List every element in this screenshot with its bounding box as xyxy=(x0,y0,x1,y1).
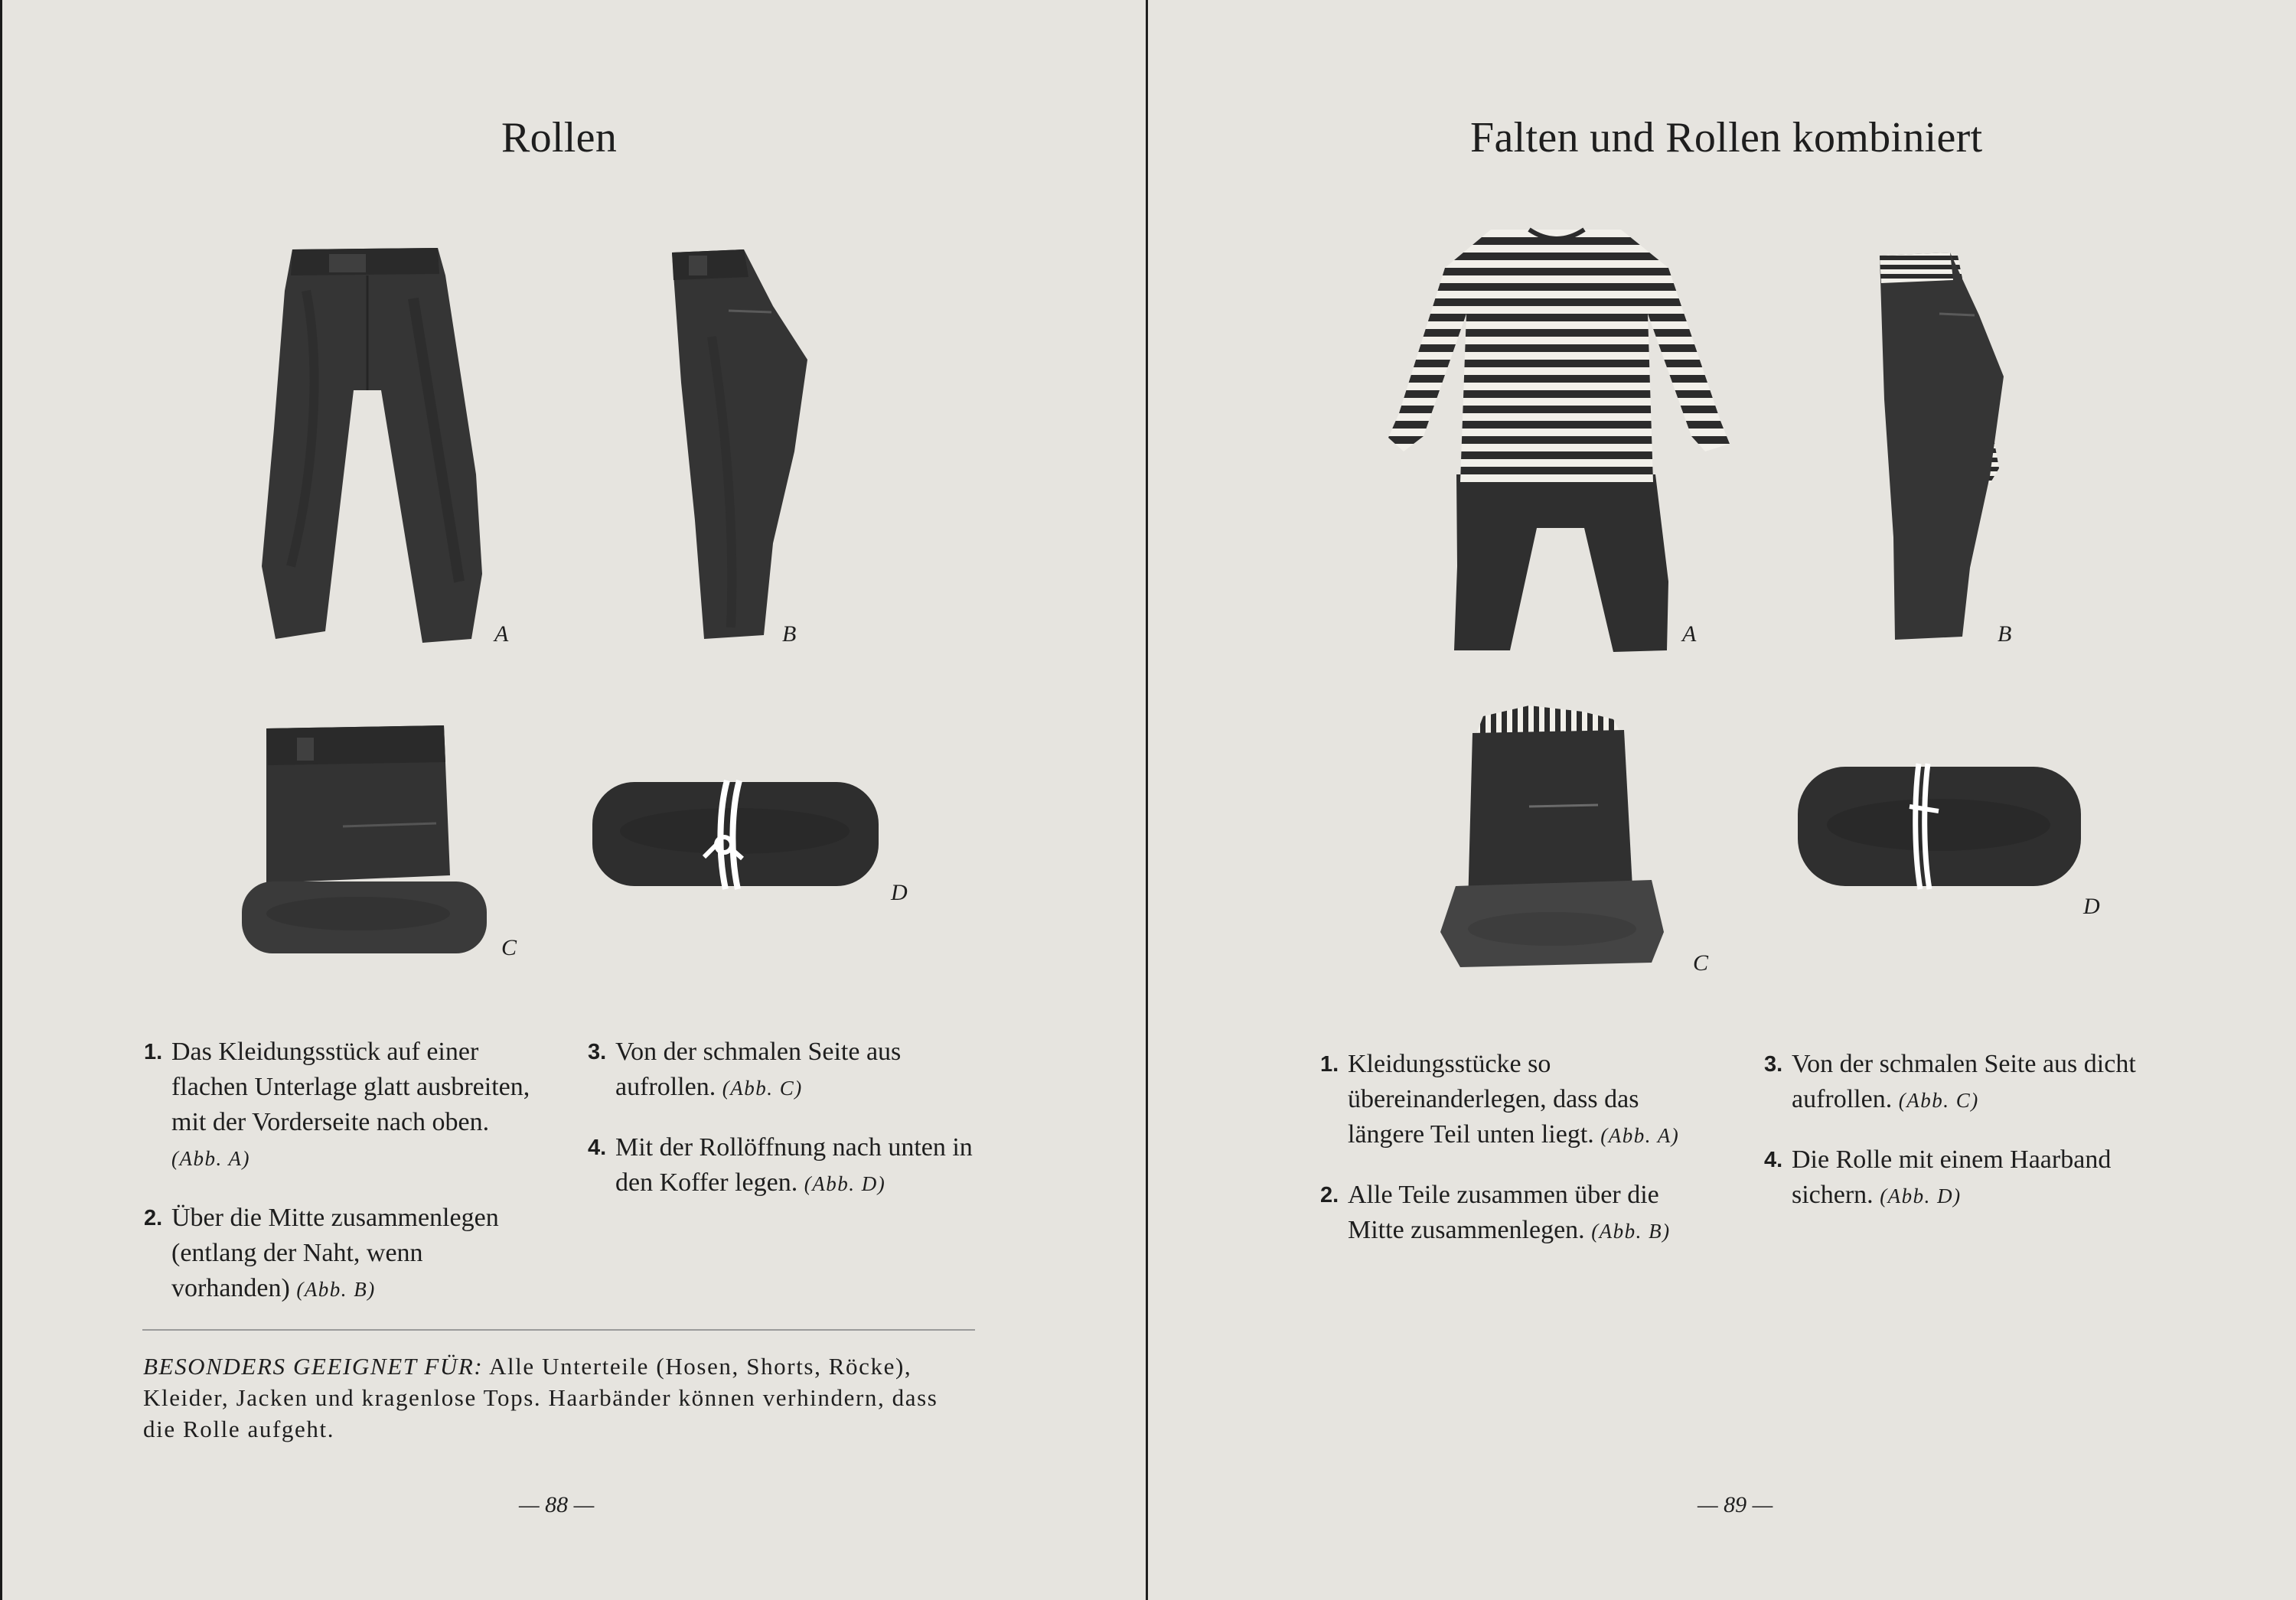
step-number: 3. xyxy=(588,1040,607,1064)
page-number: — 88 — xyxy=(519,1492,595,1517)
figure-label-d: D xyxy=(891,880,908,905)
steps-column-1 xyxy=(144,1035,542,1331)
steps-column-2 xyxy=(588,1035,986,1226)
step-item xyxy=(1320,1178,1718,1249)
step-item xyxy=(588,1130,986,1201)
step-number: 1. xyxy=(1320,1052,1339,1077)
left-page xyxy=(0,0,1146,1600)
figure-reference: (Abb. B) xyxy=(296,1278,376,1301)
step-item xyxy=(144,1035,542,1176)
step-item xyxy=(1320,1047,1718,1153)
figure-reference: (Abb. C) xyxy=(722,1077,803,1100)
figure-label-c: C xyxy=(501,935,517,960)
figure-label-c: C xyxy=(1693,950,1709,976)
note-text: Alle Unterteile (Hosen, Shorts, Röcke), Kleider, Jacken und kragenlose Tops. Haarbänder können verhindern, dass die Rolle aufgeht. xyxy=(143,1353,938,1442)
step-text: Das Kleidungsstück auf einer flachen Unterlage glatt ausbreiten, mit der Vorderseite nach oben. xyxy=(171,1038,530,1136)
step-number: 1. xyxy=(144,1040,163,1064)
figure-reference: (Abb. B) xyxy=(1591,1220,1671,1243)
combo-folded-illustration xyxy=(1867,246,2020,644)
figure-label-a: A xyxy=(494,621,509,647)
steps-column-1 xyxy=(1320,1047,1718,1273)
divider-rule xyxy=(142,1329,975,1331)
combo-rolling-illustration xyxy=(1437,702,1682,972)
figure-reference: (Abb. A) xyxy=(171,1147,250,1170)
page-title: Falten und Rollen kombiniert xyxy=(1470,114,1983,161)
suitability-note xyxy=(143,1351,977,1445)
step-number: 4. xyxy=(1764,1148,1783,1172)
figure-reference: (Abb. A) xyxy=(1600,1124,1680,1147)
step-number: 4. xyxy=(588,1136,607,1160)
step-number: 2. xyxy=(1320,1183,1339,1207)
figure-label-b: B xyxy=(782,621,797,647)
step-item xyxy=(1764,1142,2177,1214)
figure-label-b: B xyxy=(1998,621,2012,647)
figure-label-d: D xyxy=(2083,894,2100,919)
right-page xyxy=(1148,0,2296,1600)
steps-column-2 xyxy=(1764,1047,2177,1238)
trousers-flat-illustration xyxy=(230,245,490,650)
shirt-on-trousers-illustration xyxy=(1384,222,1737,658)
step-item xyxy=(588,1035,986,1106)
note-label: BESONDERS GEEIGNET FÜR: xyxy=(143,1353,484,1380)
page-number: — 89 — xyxy=(1698,1492,1773,1517)
step-text: Alle Teile zusammen über die Mitte zusammenlegen. xyxy=(1348,1181,1659,1244)
step-number: 3. xyxy=(1764,1052,1783,1077)
figure-reference: (Abb. D) xyxy=(1880,1185,1962,1207)
step-text: Von der schmalen Seite aus dicht aufrollen. xyxy=(1792,1050,2136,1113)
page-title: Rollen xyxy=(501,114,618,161)
step-item xyxy=(144,1201,542,1307)
step-number: 2. xyxy=(144,1206,163,1230)
step-text: Von der schmalen Seite aus aufrollen. xyxy=(615,1038,902,1101)
step-text: Kleidungsstücke so übereinanderlegen, dass das längere Teil unten liegt. xyxy=(1348,1050,1639,1149)
tied-roll-illustration xyxy=(589,777,882,891)
step-item xyxy=(1764,1047,2177,1118)
step-text: Mit der Rollöffnung nach unten in den Koffer legen. xyxy=(615,1133,973,1197)
trousers-folded-illustration xyxy=(658,245,811,643)
step-text: Über die Mitte zusammenlegen (entlang der Naht, wenn vorhanden) xyxy=(171,1204,499,1302)
figure-reference: (Abb. C) xyxy=(1898,1089,1979,1112)
figure-reference: (Abb. D) xyxy=(804,1172,886,1195)
figure-label-a: A xyxy=(1682,621,1697,647)
combo-tied-roll-illustration xyxy=(1795,761,2084,892)
step-text: Die Rolle mit einem Haarband sichern. xyxy=(1792,1145,2112,1209)
trousers-rolling-illustration xyxy=(236,722,488,956)
